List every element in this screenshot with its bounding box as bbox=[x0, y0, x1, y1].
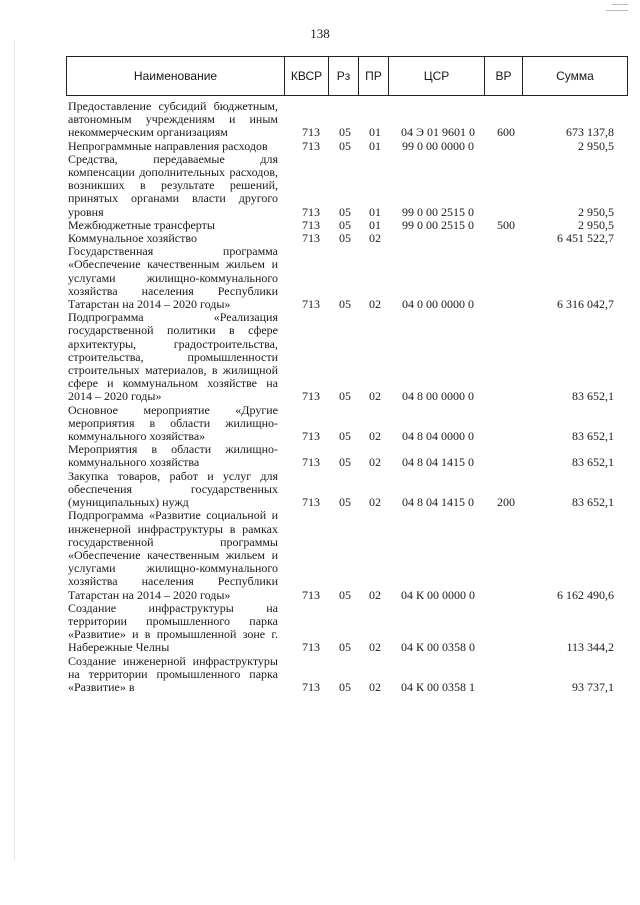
row-sum: 6 451 522,7 bbox=[557, 231, 614, 246]
row-pr: 02 bbox=[369, 587, 381, 602]
row-rz: 05 bbox=[339, 204, 351, 219]
row-csr: 04 0 00 0000 0 bbox=[402, 297, 474, 312]
table-row bbox=[0, 602, 640, 655]
row-name: Создание инфраструктуры на территории промышленного парка «Развитие» и в промышленной зоне г. Набережные Челны bbox=[68, 600, 278, 655]
row-rz: 05 bbox=[339, 587, 351, 602]
row-kvsr: 713 bbox=[302, 217, 320, 232]
row-pr: 02 bbox=[369, 297, 381, 312]
table-row bbox=[0, 311, 640, 403]
row-sum: 2 950,5 bbox=[578, 217, 614, 232]
row-rz: 05 bbox=[339, 231, 351, 246]
row-name: Межбюджетные трансферты bbox=[68, 217, 215, 232]
scan-corner-mark bbox=[606, 10, 628, 11]
row-rz: 05 bbox=[339, 455, 351, 470]
table-row bbox=[0, 655, 640, 695]
row-pr: 01 bbox=[369, 125, 381, 140]
row-pr: 02 bbox=[369, 429, 381, 444]
row-csr: 04 К 00 0000 0 bbox=[400, 587, 475, 602]
table-row bbox=[0, 140, 640, 153]
row-sum: 83 652,1 bbox=[572, 389, 614, 404]
row-kvsr: 713 bbox=[302, 231, 320, 246]
header-sum: Сумма bbox=[556, 69, 594, 83]
row-kvsr: 713 bbox=[302, 297, 320, 312]
row-name: Подпрограмма «Развитие социальной и инженерной инфраструктуры в рамках государственной программы «Обеспечение качественным жильем и услугами жилищно-коммунального хозяйства населения Республики Татарстан на 2014 – 2020 годы» bbox=[68, 508, 278, 602]
row-pr: 02 bbox=[369, 389, 381, 404]
row-csr: 04 8 04 1415 0 bbox=[402, 495, 474, 510]
row-pr: 01 bbox=[369, 138, 381, 153]
row-rz: 05 bbox=[339, 389, 351, 404]
row-kvsr: 713 bbox=[302, 679, 320, 694]
row-name: Государственная программа «Обеспечение качественным жильем и услугами жилищно-коммунального хозяйства населения Республики Татарстан на 2014 – 2020 годы» bbox=[68, 244, 278, 312]
row-sum: 113 344,2 bbox=[566, 640, 614, 655]
row-rz: 05 bbox=[339, 429, 351, 444]
header-kvsr: КВСР bbox=[285, 57, 329, 95]
row-csr: 04 К 00 0358 1 bbox=[400, 679, 475, 694]
header-pr: ПР bbox=[359, 57, 389, 95]
row-sum: 83 652,1 bbox=[572, 455, 614, 470]
row-sum: 93 737,1 bbox=[572, 679, 614, 694]
table-row bbox=[0, 245, 640, 311]
row-rz: 05 bbox=[339, 297, 351, 312]
row-name: Подпрограмма «Реализация государственной политики в сфере архитектуры, градостроительства, строительства, промышленности строительных материалов, в жилищной сфере и коммунальном хозяйстве на 2014 – 2020 годы» bbox=[68, 310, 278, 404]
row-name: Непрограммные направления расходов bbox=[68, 138, 268, 153]
row-csr: 99 0 00 2515 0 bbox=[402, 204, 474, 219]
row-name: Закупка товаров, работ и услуг для обеспечения государственных (муниципальных) нужд bbox=[68, 468, 278, 510]
row-sum: 6 316 042,7 bbox=[557, 297, 614, 312]
row-kvsr: 713 bbox=[302, 204, 320, 219]
row-sum: 83 652,1 bbox=[572, 495, 614, 510]
row-csr: 99 0 00 0000 0 bbox=[402, 138, 474, 153]
header-vr: ВР bbox=[485, 57, 523, 95]
row-name: Средства, передаваемые для компенсации дополнительных расходов, возникших в результате решений, принятых органами власти другого уровня bbox=[68, 151, 278, 219]
row-rz: 05 bbox=[339, 679, 351, 694]
row-pr: 02 bbox=[369, 640, 381, 655]
row-rz: 05 bbox=[339, 217, 351, 232]
row-csr: 04 К 00 0358 0 bbox=[400, 640, 475, 655]
row-csr: 04 8 04 1415 0 bbox=[402, 455, 474, 470]
row-pr: 01 bbox=[369, 217, 381, 232]
row-sum: 6 162 490,6 bbox=[557, 587, 614, 602]
row-pr: 02 bbox=[369, 455, 381, 470]
row-kvsr: 713 bbox=[302, 138, 320, 153]
row-pr: 02 bbox=[369, 231, 381, 246]
row-vr: 200 bbox=[497, 495, 515, 510]
row-kvsr: 713 bbox=[302, 587, 320, 602]
row-kvsr: 713 bbox=[302, 455, 320, 470]
row-rz: 05 bbox=[339, 125, 351, 140]
row-vr: 600 bbox=[497, 125, 515, 140]
row-rz: 05 bbox=[339, 640, 351, 655]
row-csr: 04 8 00 0000 0 bbox=[402, 389, 474, 404]
row-name: Мероприятия в области жилищно-коммунального хозяйства bbox=[68, 442, 278, 470]
row-name: Коммунальное хозяйство bbox=[68, 231, 197, 246]
table-header bbox=[66, 56, 628, 96]
row-csr: 99 0 00 2515 0 bbox=[402, 217, 474, 232]
row-csr: 04 Э 01 9601 0 bbox=[401, 125, 475, 140]
row-kvsr: 713 bbox=[302, 640, 320, 655]
row-sum: 2 950,5 bbox=[578, 204, 614, 219]
header-rz: Рз bbox=[329, 57, 359, 95]
row-kvsr: 713 bbox=[302, 495, 320, 510]
row-pr: 02 bbox=[369, 679, 381, 694]
header-csr: ЦСР bbox=[389, 57, 485, 95]
header-name: Наименование bbox=[67, 57, 285, 95]
page-number: 138 bbox=[310, 26, 330, 41]
table-row bbox=[0, 404, 640, 444]
table-row bbox=[0, 509, 640, 601]
row-pr: 02 bbox=[369, 495, 381, 510]
row-sum: 673 137,8 bbox=[566, 125, 614, 140]
row-rz: 05 bbox=[339, 495, 351, 510]
row-kvsr: 713 bbox=[302, 429, 320, 444]
row-name: Создание инженерной инфраструктуры на территории промышленного парка «Развитие» в bbox=[68, 653, 278, 694]
row-kvsr: 713 bbox=[302, 389, 320, 404]
table-row bbox=[0, 100, 640, 140]
row-name: Основное мероприятие «Другие мероприятия в области жилищно-коммунального хозяйства» bbox=[68, 402, 278, 444]
table-row bbox=[0, 153, 640, 219]
row-rz: 05 bbox=[339, 138, 351, 153]
row-pr: 01 bbox=[369, 204, 381, 219]
row-vr: 500 bbox=[497, 217, 515, 232]
table-row bbox=[0, 443, 640, 469]
scan-corner-mark bbox=[612, 4, 628, 5]
row-sum: 83 652,1 bbox=[572, 429, 614, 444]
row-sum: 2 950,5 bbox=[578, 138, 614, 153]
row-kvsr: 713 bbox=[302, 125, 320, 140]
table-body bbox=[0, 100, 640, 694]
table-row bbox=[0, 470, 640, 510]
row-csr: 04 8 04 0000 0 bbox=[402, 429, 474, 444]
row-name: Предоставление субсидий бюджетным, автономным учреждениям и иным некоммерческим организациям bbox=[68, 99, 278, 140]
